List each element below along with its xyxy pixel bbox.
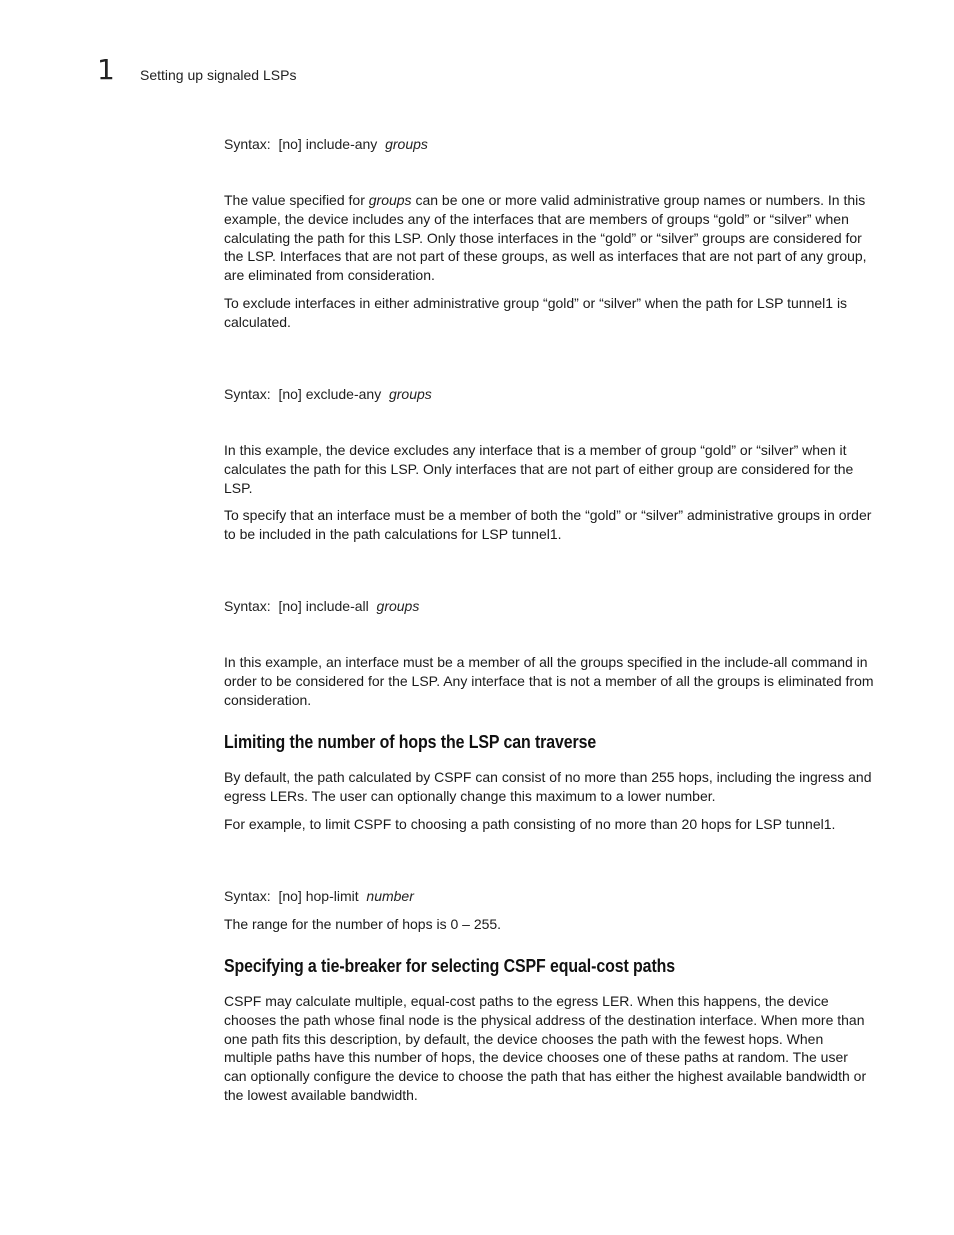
syntax-include-all <box>224 597 874 615</box>
syntax-hop-limit <box>224 887 874 905</box>
paragraph-hop-range: The range for the number of hops is 0 – 255. <box>224 916 502 932</box>
syntax-exclude-any <box>224 385 874 403</box>
paragraph-exclude-example: In this example, the device excludes any interface that is a member of group “gold” or “silver” when it calculates the path for this LSP. Only interfaces that are not part of either group are considered for the LSP. <box>224 442 854 496</box>
syntax-param: number <box>366 888 414 904</box>
syntax-prefix: Syntax: [no] exclude-any <box>224 386 389 402</box>
paragraph-hop-default: By default, the path calculated by CSPF can consist of no more than 255 hops, including the ingress and egress LERs. The user can optionally change this maximum to a lower number. <box>224 769 872 804</box>
syntax-param: groups <box>376 598 420 614</box>
syntax-param: groups <box>388 386 432 402</box>
chapter-number: 1 <box>97 53 115 86</box>
syntax-param: groups <box>385 136 428 152</box>
syntax-prefix: Syntax: [no] hop-limit <box>224 888 367 904</box>
paragraph-exclude-intro: To exclude interfaces in either administrative group “gold” or “silver” when the path for LSP tunnel1 is calculated. <box>224 295 848 330</box>
section-heading-tie-breaker: Specifying a tie-breaker for selecting CSPF equal-cost paths <box>224 955 676 976</box>
paragraph-groups-value <box>224 191 874 285</box>
paragraph-tie-breaker: CSPF may calculate multiple, equal-cost paths to the egress LER. When this happens, the device chooses the path whose final node is the physical address of the destination interface. When more than one path fits this description, by default, the device chooses the path with the fewest hops. When multiple paths have this number of hops, the device chooses one of these paths at random. The user can optionally configure the device to choose the path that has either the highest available bandwidth or the lowest available bandwidth. <box>224 993 867 1103</box>
syntax-prefix: Syntax: [no] include-all <box>224 598 377 614</box>
paragraph-italic-term: groups <box>368 192 412 208</box>
running-head: Setting up signaled LSPs <box>140 67 297 83</box>
syntax-include-any <box>224 135 874 153</box>
syntax-prefix: Syntax: [no] include-any <box>224 136 386 152</box>
paragraph-text: The value specified for <box>224 192 369 208</box>
paragraph-include-all-example: In this example, an interface must be a member of all the groups specified in the include-all command in order to be considered for the LSP. Any interface that is not a member of all the groups is eliminated from consideration. <box>224 654 874 708</box>
paragraph-include-all-intro: To specify that an interface must be a member of both the “gold” or “silver” administrative groups in order to be included in the path calculations for LSP tunnel1. <box>224 507 872 542</box>
section-heading-hop-limit: Limiting the number of hops the LSP can traverse <box>224 731 597 752</box>
paragraph-text: can be one or more valid administrative group names or numbers. In this example, the device includes any of the interfaces that are members of groups “gold” or “silver” when calculating the path for this LSP. Only those interfaces in the “gold” or “silver” groups are considered for the LSP. Interfaces that are not part of these groups, as well as interfaces that are not part of any group, are eliminated from consideration. <box>224 192 867 284</box>
paragraph-hop-example: For example, to limit CSPF to choosing a path consisting of no more than 20 hops for LSP tunnel1. <box>224 816 836 832</box>
